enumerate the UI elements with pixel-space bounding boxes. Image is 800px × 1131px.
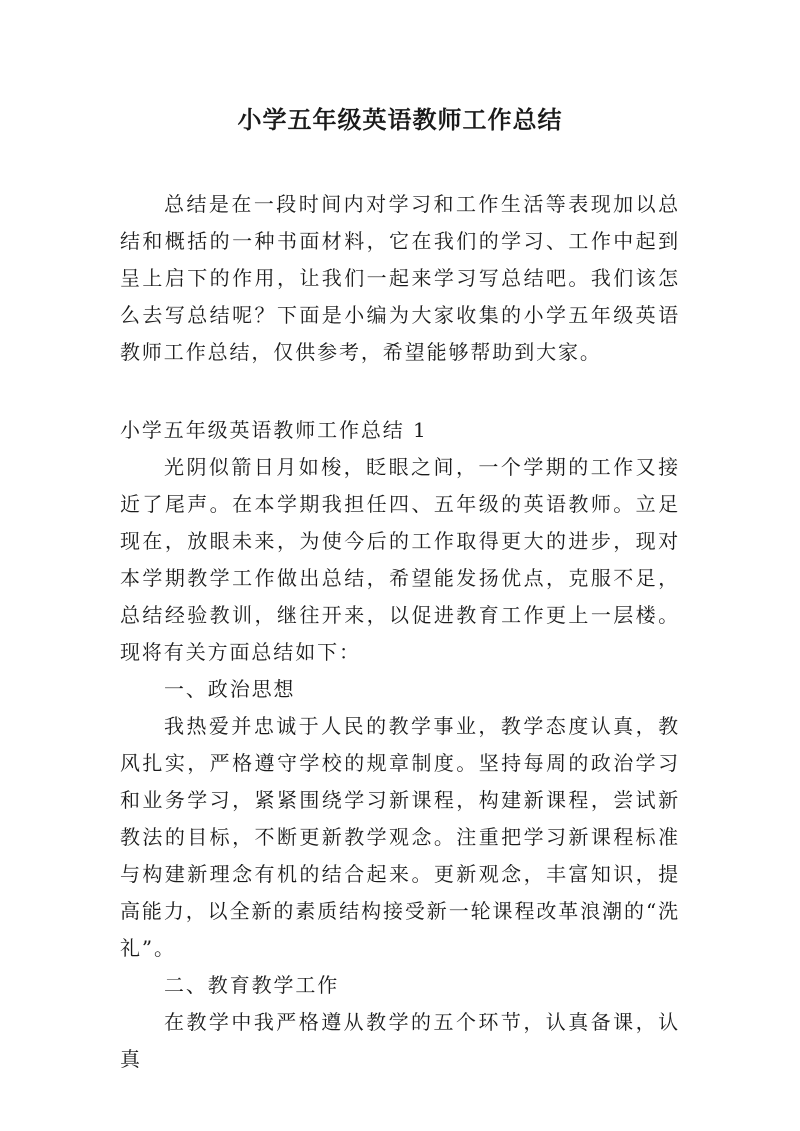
intro-paragraph: 总结是在一段时间内对学习和工作生活等表现加以总结和概括的一种书面材料，它在我们的学习、工作中起到呈上启下的作用，让我们一起来学习写总结吧。我们该怎么去写总结呢？下面是小编为大家收集的小学五年级英语教师工作总结，仅供参考，希望能够帮助到大家。 <box>120 192 680 364</box>
body-paragraph-2: 我热爱并忠诚于人民的教学事业，教学态度认真，教风扎实，严格遵守学校的规章制度。坚持每周的政治学习和业务学习，紧紧围绕学习新课程，构建新课程，尝试新教法的目标，不断更新教学观念。注重把学习新课程标准与构建新理念有机的结合起来。更新观念，丰富知识，提高能力，以全新的素质结构接受新一轮课程改革浪潮的“洗礼”。 <box>120 714 680 960</box>
body-paragraph-3: 在教学中我严格遵从教学的五个环节，认真备课，认真 <box>120 1010 680 1071</box>
section-block <box>120 412 680 1078</box>
section-title: 小学五年级英语教师工作总结 1 <box>120 418 428 442</box>
section-heading-2: 二、教育教学工作 <box>164 973 340 997</box>
body-paragraph-1: 光阴似箭日月如梭，眨眼之间，一个学期的工作又接近了尾声。在本学期我担任四、五年级的英语教师。立足现在，放眼未来，为使今后的工作取得更大的进步，现对本学期教学工作做出总结，希望能发扬优点，克服不足，总结经验教训，继往开来，以促进教育工作更上一层楼。现将有关方面总结如下： <box>120 455 680 664</box>
intro-block <box>120 186 680 371</box>
section-heading-1: 一、政治思想 <box>164 677 296 701</box>
document-title: 小学五年级英语教师工作总结 <box>237 106 563 134</box>
